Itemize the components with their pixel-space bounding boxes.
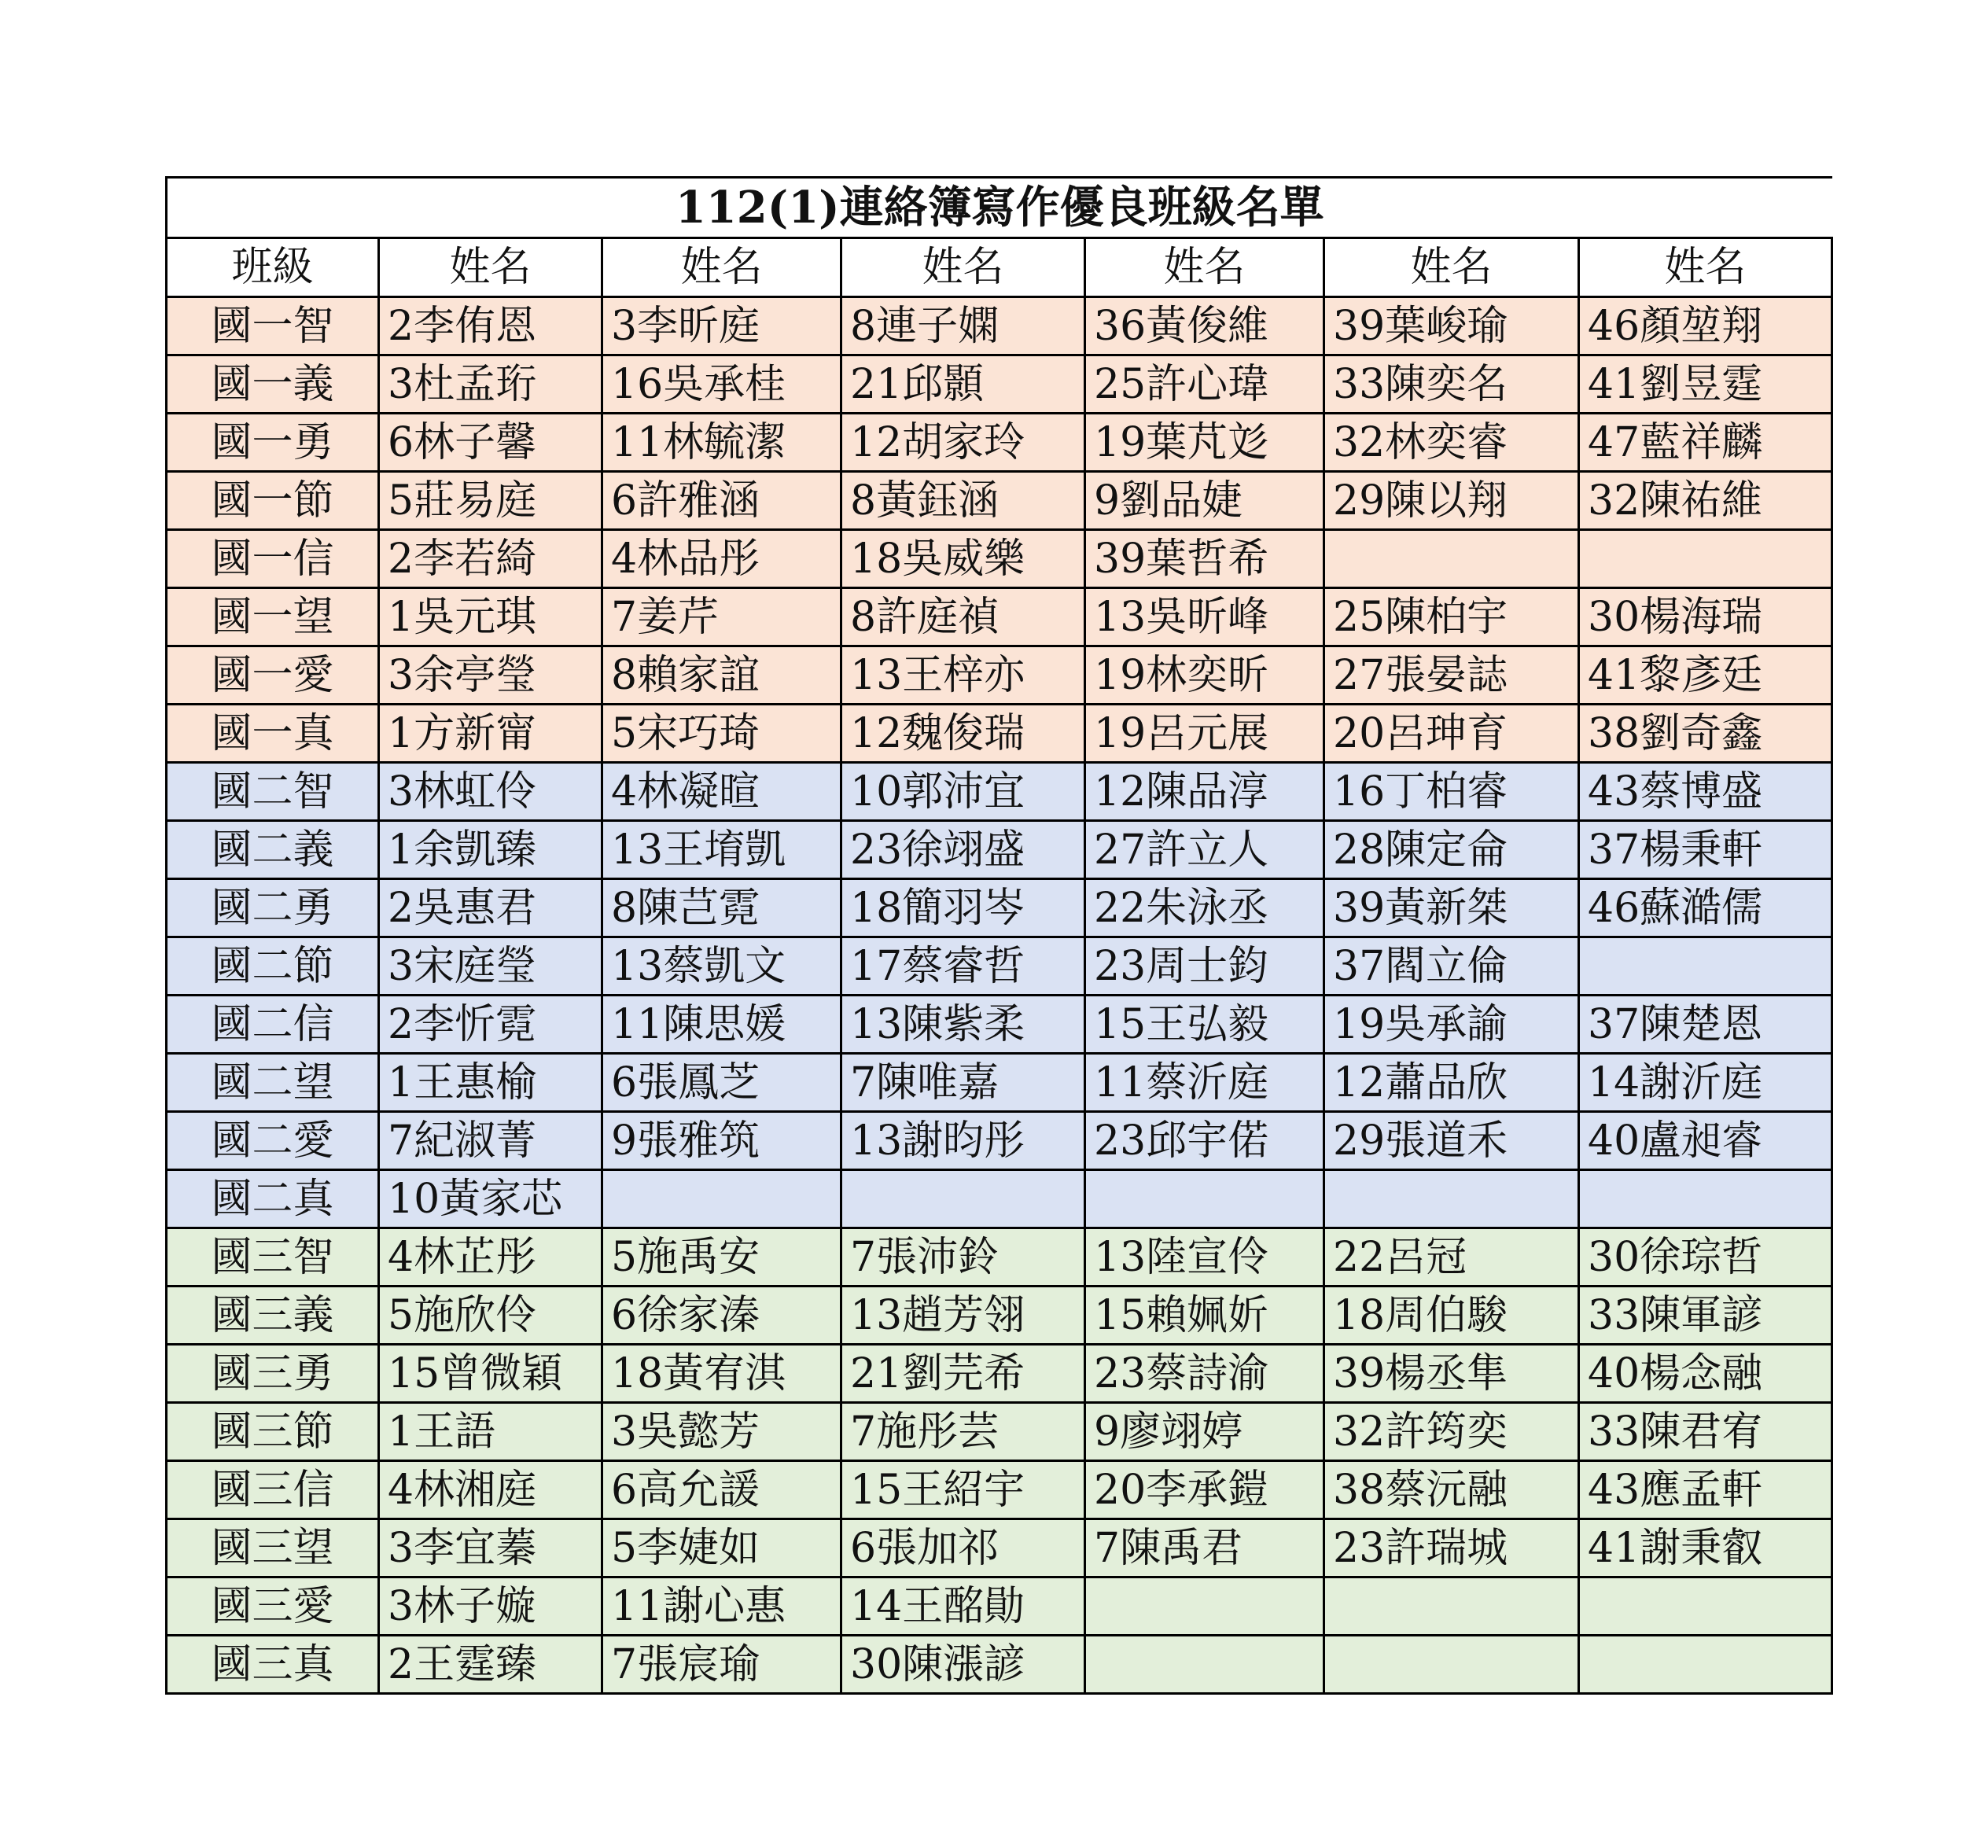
student-name-cell: 20呂珅育 [1324,705,1579,763]
student-name-cell: 46蘇澔儒 [1579,879,1832,937]
student-name-cell: 39葉峻瑜 [1324,297,1579,355]
student-name-cell: 8陳芑霓 [602,879,841,937]
student-name-cell: 7張沛鈴 [841,1228,1085,1287]
student-name-cell: 32陳祐維 [1579,472,1832,530]
student-name-cell: 23周士鈞 [1085,937,1324,996]
student-name-cell: 30徐琮哲 [1579,1228,1832,1287]
student-name-cell [1324,1170,1579,1228]
student-name-cell: 12胡家玲 [841,414,1085,472]
class-name-cell: 國三信 [167,1461,379,1519]
student-name-cell: 40盧昶睿 [1579,1112,1832,1170]
student-name-cell: 38蔡沅融 [1324,1461,1579,1519]
student-name-cell: 32許筠奕 [1324,1403,1579,1461]
student-name-cell: 7陳禹君 [1085,1519,1324,1577]
student-name-cell: 43蔡博盛 [1579,763,1832,821]
student-name-cell: 19林奕昕 [1085,646,1324,705]
table-row [167,530,1832,588]
student-name-cell: 13蔡凱文 [602,937,841,996]
student-name-cell: 9廖翊婷 [1085,1403,1324,1461]
student-name-cell: 37陳楚恩 [1579,996,1832,1054]
student-name-cell: 23蔡詩渝 [1085,1345,1324,1403]
student-name-cell: 40楊念融 [1579,1345,1832,1403]
class-name-cell: 國二真 [167,1170,379,1228]
student-name-cell: 8連子嫻 [841,297,1085,355]
student-name-cell: 27許立人 [1085,821,1324,879]
class-name-cell: 國三義 [167,1287,379,1345]
student-name-cell: 30陳漲諺 [841,1636,1085,1694]
student-name-cell: 16丁柏睿 [1324,763,1579,821]
class-name-cell: 國二勇 [167,879,379,937]
student-name-cell: 22呂冠 [1324,1228,1579,1287]
student-name-cell: 23邱宇偌 [1085,1112,1324,1170]
student-name-cell: 18吳威樂 [841,530,1085,588]
student-name-cell: 3林子嫙 [379,1577,602,1636]
student-name-cell: 23徐翊盛 [841,821,1085,879]
student-name-cell: 2李若綺 [379,530,602,588]
student-name-cell: 47藍祥麟 [1579,414,1832,472]
student-name-cell: 13陳紫柔 [841,996,1085,1054]
student-name-cell [1324,1636,1579,1694]
student-name-cell: 13陸宣伶 [1085,1228,1324,1287]
student-name-cell: 39葉哲希 [1085,530,1324,588]
header-name-3: 姓名 [841,238,1085,297]
header-name-5: 姓名 [1324,238,1579,297]
student-name-cell: 13謝昀彤 [841,1112,1085,1170]
student-name-cell [1579,1636,1832,1694]
student-name-cell: 5宋巧琦 [602,705,841,763]
student-name-cell: 1余凱臻 [379,821,602,879]
student-name-cell: 10黃家芯 [379,1170,602,1228]
student-name-cell: 29張道禾 [1324,1112,1579,1170]
student-name-cell [1324,1577,1579,1636]
table-row [167,937,1832,996]
student-name-cell: 18簡羽岑 [841,879,1085,937]
student-name-cell: 37閻立倫 [1324,937,1579,996]
student-name-cell: 4林芷彤 [379,1228,602,1287]
student-name-cell: 2李侑恩 [379,297,602,355]
class-name-cell: 國二義 [167,821,379,879]
table-title: 112(1)連絡簿寫作優良班級名單 [167,178,1832,238]
student-name-cell: 1王語 [379,1403,602,1461]
table-row [167,1636,1832,1694]
student-name-cell: 11謝心惠 [602,1577,841,1636]
header-class: 班級 [167,238,379,297]
table-row [167,472,1832,530]
student-name-cell: 5李婕如 [602,1519,841,1577]
class-name-cell: 國二信 [167,996,379,1054]
award-class-table [165,176,1833,1695]
student-name-cell: 39黃新桀 [1324,879,1579,937]
student-name-cell: 2吳惠君 [379,879,602,937]
table-row [167,355,1832,414]
class-name-cell: 國三望 [167,1519,379,1577]
table-row [167,1577,1832,1636]
table-row [167,1461,1832,1519]
student-name-cell: 7紀淑菁 [379,1112,602,1170]
student-name-cell: 13王堉凱 [602,821,841,879]
student-name-cell: 7施彤芸 [841,1403,1085,1461]
student-name-cell [1579,1577,1832,1636]
student-name-cell: 15王弘毅 [1085,996,1324,1054]
student-name-cell: 7陳唯嘉 [841,1054,1085,1112]
student-name-cell: 33陳君宥 [1579,1403,1832,1461]
student-name-cell: 4林凝暄 [602,763,841,821]
class-name-cell: 國一智 [167,297,379,355]
student-name-cell: 6張鳳芝 [602,1054,841,1112]
student-name-cell [1579,937,1832,996]
student-name-cell: 19吳承諭 [1324,996,1579,1054]
student-name-cell: 13趙芳翎 [841,1287,1085,1345]
student-name-cell: 6高允諼 [602,1461,841,1519]
table-row [167,1345,1832,1403]
student-name-cell: 12蕭品欣 [1324,1054,1579,1112]
student-name-cell: 7姜芹 [602,588,841,646]
header-name-2: 姓名 [602,238,841,297]
student-name-cell [1085,1577,1324,1636]
header-name-6: 姓名 [1579,238,1832,297]
student-name-cell: 23許瑞城 [1324,1519,1579,1577]
student-name-cell: 9劉品婕 [1085,472,1324,530]
student-name-cell: 10郭沛宜 [841,763,1085,821]
student-name-cell [1324,530,1579,588]
student-name-cell: 28陳定侖 [1324,821,1579,879]
student-name-cell: 6許雅涵 [602,472,841,530]
student-name-cell: 27張晏誌 [1324,646,1579,705]
table-row [167,414,1832,472]
table-row [167,763,1832,821]
student-name-cell: 21邱顥 [841,355,1085,414]
table-row [167,1287,1832,1345]
table-row [167,1112,1832,1170]
table-row [167,1054,1832,1112]
header-name-1: 姓名 [379,238,602,297]
student-name-cell: 1王惠榆 [379,1054,602,1112]
student-name-cell: 5施欣伶 [379,1287,602,1345]
student-name-cell: 36黃俊維 [1085,297,1324,355]
student-name-cell: 3林虹伶 [379,763,602,821]
student-name-cell [1579,530,1832,588]
student-name-cell: 41黎彥廷 [1579,646,1832,705]
class-name-cell: 國二望 [167,1054,379,1112]
table-row [167,821,1832,879]
student-name-cell: 20李承鎧 [1085,1461,1324,1519]
student-name-cell [1579,1170,1832,1228]
student-name-cell: 37楊秉軒 [1579,821,1832,879]
student-name-cell: 1吳元琪 [379,588,602,646]
student-name-cell: 3李宜蓁 [379,1519,602,1577]
class-name-cell: 國一愛 [167,646,379,705]
student-name-cell: 41劉昱霆 [1579,355,1832,414]
student-name-cell: 18周伯駿 [1324,1287,1579,1345]
student-name-cell: 12陳品淳 [1085,763,1324,821]
student-name-cell: 17蔡睿哲 [841,937,1085,996]
class-name-cell: 國三智 [167,1228,379,1287]
student-name-cell: 6張加祁 [841,1519,1085,1577]
student-name-cell: 22朱泳丞 [1085,879,1324,937]
student-name-cell: 15曾微穎 [379,1345,602,1403]
student-name-cell: 14王酩勛 [841,1577,1085,1636]
student-name-cell: 3吳懿芳 [602,1403,841,1461]
class-name-cell: 國三勇 [167,1345,379,1403]
table-row [167,996,1832,1054]
table-row [167,297,1832,355]
student-name-cell: 19葉芃彣 [1085,414,1324,472]
class-name-cell: 國三節 [167,1403,379,1461]
student-name-cell: 33陳軍諺 [1579,1287,1832,1345]
student-name-cell: 6林子馨 [379,414,602,472]
table-row [167,1228,1832,1287]
class-name-cell: 國一節 [167,472,379,530]
student-name-cell [1085,1170,1324,1228]
class-name-cell: 國二智 [167,763,379,821]
student-name-cell: 15賴姵妡 [1085,1287,1324,1345]
student-name-cell: 15王紹宇 [841,1461,1085,1519]
student-name-cell: 38劉奇鑫 [1579,705,1832,763]
student-name-cell: 16吳承桂 [602,355,841,414]
student-name-cell: 19呂元展 [1085,705,1324,763]
student-name-cell: 11陳思媛 [602,996,841,1054]
student-name-cell: 8賴家誼 [602,646,841,705]
class-name-cell: 國三愛 [167,1577,379,1636]
student-name-cell: 1方新甯 [379,705,602,763]
class-name-cell: 國一望 [167,588,379,646]
table-row [167,1519,1832,1577]
student-name-cell: 4林品彤 [602,530,841,588]
student-name-cell: 3杜孟珩 [379,355,602,414]
student-name-cell: 29陳以翔 [1324,472,1579,530]
table-row [167,879,1832,937]
student-name-cell: 5施禹安 [602,1228,841,1287]
student-name-cell: 13王梓亦 [841,646,1085,705]
table-row [167,705,1832,763]
student-name-cell: 4林湘庭 [379,1461,602,1519]
class-name-cell: 國三真 [167,1636,379,1694]
student-name-cell: 14謝沂庭 [1579,1054,1832,1112]
header-name-4: 姓名 [1085,238,1324,297]
student-name-cell: 3余亭瑩 [379,646,602,705]
student-name-cell [602,1170,841,1228]
student-name-cell: 3李昕庭 [602,297,841,355]
student-name-cell: 39楊丞隼 [1324,1345,1579,1403]
student-name-cell: 46顏堃翔 [1579,297,1832,355]
header-row [167,238,1832,297]
student-name-cell: 12魏俊瑞 [841,705,1085,763]
student-name-cell: 2王霆臻 [379,1636,602,1694]
student-name-cell: 8黃鈺涵 [841,472,1085,530]
table-row [167,588,1832,646]
class-name-cell: 國二節 [167,937,379,996]
student-name-cell: 3宋庭瑩 [379,937,602,996]
student-name-cell: 2李忻霓 [379,996,602,1054]
student-name-cell: 11蔡沂庭 [1085,1054,1324,1112]
student-name-cell: 25許心瑋 [1085,355,1324,414]
class-name-cell: 國二愛 [167,1112,379,1170]
student-name-cell [841,1170,1085,1228]
student-name-cell: 43應孟軒 [1579,1461,1832,1519]
student-name-cell: 21劉芫希 [841,1345,1085,1403]
student-name-cell: 33陳奕名 [1324,355,1579,414]
student-name-cell: 18黃宥淇 [602,1345,841,1403]
student-name-cell: 8許庭禎 [841,588,1085,646]
student-name-cell: 11林毓潔 [602,414,841,472]
class-name-cell: 國一義 [167,355,379,414]
student-name-cell: 32林奕睿 [1324,414,1579,472]
student-name-cell: 7張宸瑜 [602,1636,841,1694]
table-row [167,646,1832,705]
student-name-cell: 30楊海瑞 [1579,588,1832,646]
student-name-cell [1085,1636,1324,1694]
student-name-cell: 6徐家溱 [602,1287,841,1345]
student-name-cell: 9張雅筑 [602,1112,841,1170]
student-name-cell: 5莊易庭 [379,472,602,530]
student-name-cell: 13吳昕峰 [1085,588,1324,646]
student-name-cell: 25陳柏宇 [1324,588,1579,646]
class-name-cell: 國一勇 [167,414,379,472]
student-name-cell: 41謝秉叡 [1579,1519,1832,1577]
table-row [167,1403,1832,1461]
table-row [167,1170,1832,1228]
class-name-cell: 國一信 [167,530,379,588]
class-name-cell: 國一真 [167,705,379,763]
